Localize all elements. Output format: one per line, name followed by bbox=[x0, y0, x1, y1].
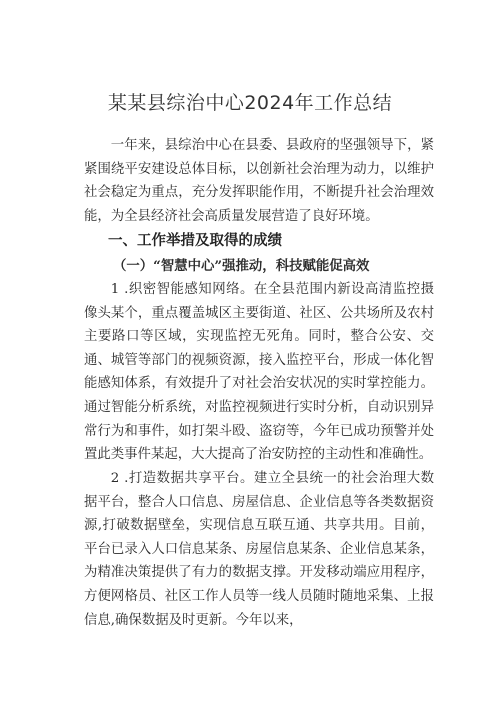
subsection-heading: （一）“智慧中心”强推动，科技赋能促高效 bbox=[113, 258, 370, 274]
document-title: 某某县综治中心2024年工作总结 bbox=[107, 92, 393, 114]
paragraph-2: 2 .打造数据共享平台。建立全县统一的社会治理大数据平台，整合人口信息、房屋信息、企业信息等各类数据资源,打破数据壁垒，实现信息互联互通、共享共用。目前，平台已录入人口信息某条、房屋信息某条、企业信息某条，为精准决策提供了有力的数据支撑。开发移动端应用程序，方便网格员、社区工作人员等一线人员随时随地采集、上报信息,确保数据及时更新。今年以来， bbox=[84, 471, 434, 628]
intro-paragraph: 一年来，县综治中心在县委、县政府的坚强领导下，紧紧围绕平安建设总体目标，以创新社会治理为动力，以维护社会稳定为重点，充分发挥职能作用，不断提升社会治理效能，为全县经济社会高质量发展营造了良好环境。 bbox=[84, 138, 434, 224]
section-heading: 一、工作举措及取得的成绩 bbox=[108, 233, 282, 249]
paragraph-1: 1 .织密智能感知网络。在全县范围内新设高清监控摄像头某个，重点覆盖城区主要街道、社区、公共场所及农村主要路口等区域，实现监控无死角。同时，整合公安、交通、城管等部门的视频资源，接入监控平台，形成一体化智能感知体系，有效提升了对社会治安状况的实时掌控能力。通过智能分析系统，对监控视频进行实时分析，自动识别异常行为和事件，如打架斗殴、盗窃等，今年已成功预警并处置此类事件某起，大大提高了治安防控的主动性和准确性。 bbox=[84, 282, 434, 463]
